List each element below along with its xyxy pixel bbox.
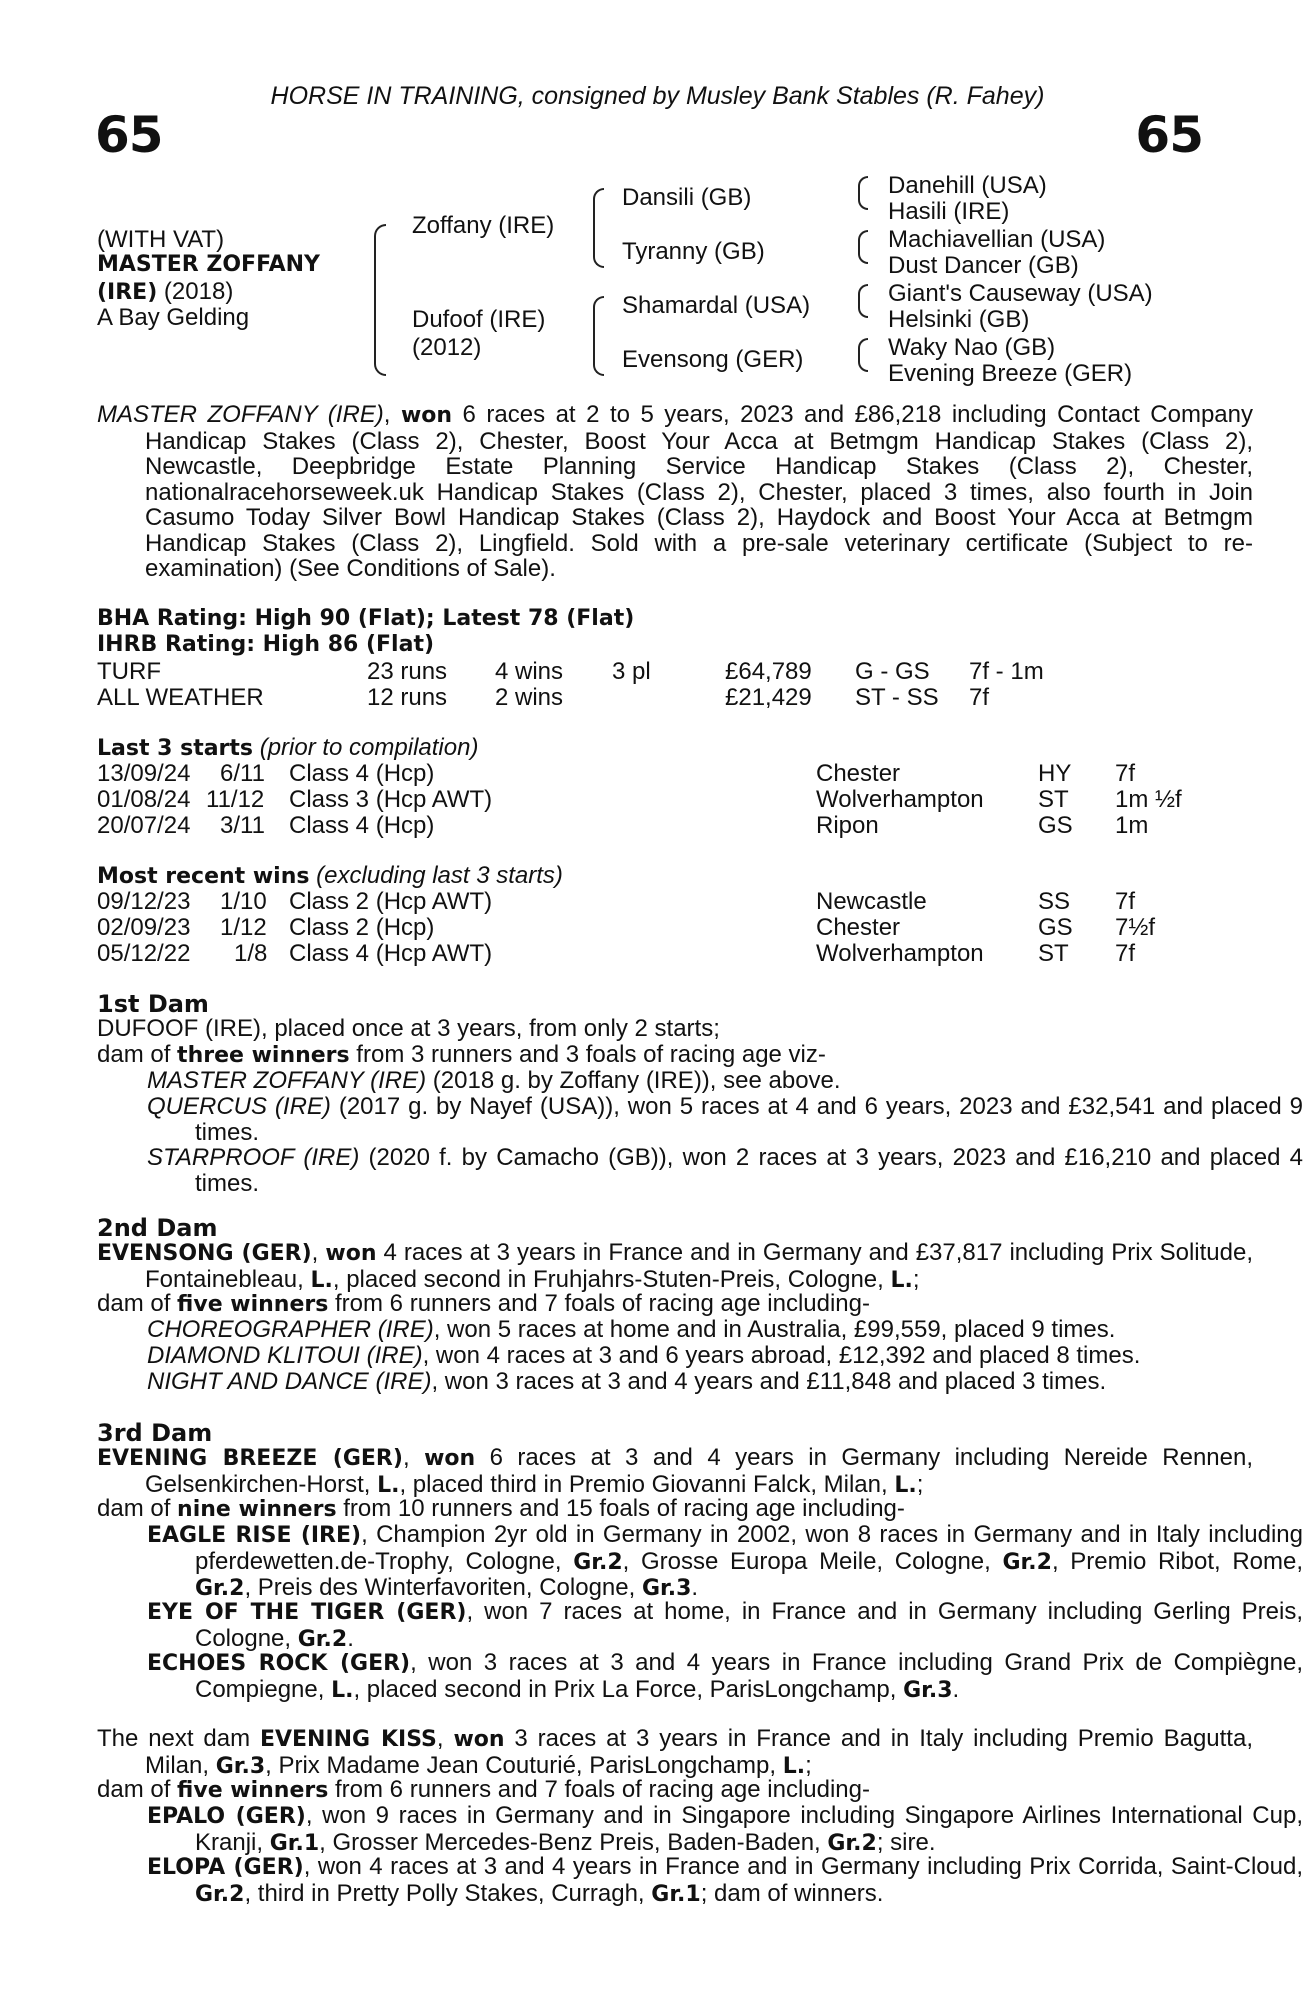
dam1-line2 — [97, 1042, 1205, 1069]
dam2-record — [97, 1240, 1253, 1293]
distance: 1m — [1115, 812, 1149, 839]
recent-wins-heading — [97, 862, 563, 890]
pedigree-g4: Dust Dancer (GB) — [888, 252, 1079, 279]
offspring-name: STARPROOF (IRE) — [147, 1144, 360, 1171]
recent-wins-title: Most recent wins — [97, 864, 310, 889]
listed: L. — [310, 1267, 333, 1293]
group: Gr.2 — [195, 1576, 245, 1601]
group: Gr.3 — [215, 1753, 266, 1779]
text: , — [436, 1725, 454, 1752]
bha-rating: BHA Rating: High 90 (Flat); Latest 78 (Flat) — [97, 606, 635, 631]
dam1-offspring-1 — [97, 1068, 1303, 1094]
text: , placed second in Prix La Force, ParisLongchamp, — [353, 1675, 904, 1703]
distance: 7f - 1m — [969, 658, 1044, 685]
text: ; — [916, 1470, 924, 1498]
horse-name: MASTER ZOFFANY — [97, 252, 320, 277]
race-class: Class 2 (Hcp) — [289, 914, 435, 941]
text: , won 7 races at home, in France and in Germany including Gerling Preis, Cologne, — [195, 1598, 1304, 1652]
next-dam-offspring-2 — [97, 1854, 1303, 1907]
race-class: Class 3 (Hcp AWT) — [289, 786, 493, 813]
going: ST — [1038, 940, 1069, 967]
dam2-offspring-1 — [97, 1317, 1303, 1343]
text: ; sire. — [876, 1828, 936, 1856]
pedigree-bracket-g1 — [858, 176, 868, 210]
position: 6/11 — [220, 760, 265, 787]
offspring-text: (2017 g. by Nayef (USA)), won 5 races at 4 and 6 years, 2023 and £32,541 and placed 9 times. — [195, 1093, 1304, 1146]
group: Gr.2 — [573, 1549, 623, 1575]
pedigree-dam: Dufoof (IRE) — [412, 306, 546, 333]
text: from 6 runners and 7 foals of racing age including- — [328, 1776, 870, 1803]
text: dam of — [97, 1041, 178, 1068]
text: , placed second in Fruhjahrs-Stuten-Preis, Cologne, — [332, 1265, 891, 1293]
runs: 23 runs — [367, 658, 448, 685]
pedigree-g3: Machiavellian (USA) — [888, 226, 1106, 253]
offspring-text: , won 4 races at 3 and 6 years abroad, £12,392 and placed 8 times. — [422, 1342, 1141, 1369]
dam-name: EVENING KISS — [259, 1727, 437, 1752]
date: 13/09/24 — [97, 760, 191, 787]
distance: 1m ½f — [1115, 786, 1182, 813]
going: HY — [1038, 760, 1072, 787]
pedigree-g5: Giant's Causeway (USA) — [888, 280, 1153, 307]
prize: £21,429 — [725, 684, 812, 711]
distance: 7f — [1115, 940, 1136, 967]
text: , Grosser Mercedes-Benz Preis, Baden-Baden, — [319, 1828, 828, 1856]
horse-name-line2 — [97, 279, 233, 306]
wins: 2 wins — [495, 684, 564, 711]
text: , won 9 races in Germany and in Singapore including Singapore Airlines International Cup, Kranji, — [195, 1802, 1303, 1856]
going: ST — [1038, 786, 1069, 813]
text: , Preis des Winterfavoriten, Cologne, — [244, 1574, 642, 1601]
text: ; — [805, 1751, 812, 1779]
pedigree-sire-dam: Tyranny (GB) — [622, 238, 765, 265]
text: from 3 runners and 3 foals of racing age viz- — [349, 1041, 826, 1068]
pedigree-g2: Hasili (IRE) — [888, 198, 1010, 225]
race-class: Class 4 (Hcp AWT) — [289, 940, 493, 967]
dam1-offspring-3 — [97, 1145, 1303, 1196]
distance: 7f — [1115, 888, 1136, 915]
dam2-heading: 2nd Dam — [97, 1214, 218, 1242]
offspring-name: NIGHT AND DANCE (IRE) — [147, 1368, 432, 1395]
course: Wolverhampton — [816, 786, 984, 813]
offspring-name: ELOPA (GER) — [147, 1855, 304, 1880]
last3-title: Last 3 starts — [97, 736, 254, 761]
group: Gr.2 — [297, 1626, 348, 1652]
text: , Premio Ribot, Rome, — [1051, 1547, 1304, 1575]
last3-note: (prior to compilation) — [253, 734, 479, 761]
group: Gr.2 — [195, 1881, 245, 1907]
offspring-name: EAGLE RISE (IRE) — [147, 1523, 362, 1548]
pedigree-sire-sire: Dansili (GB) — [622, 184, 752, 211]
distance: 7f — [1115, 760, 1136, 787]
date: 01/08/24 — [97, 786, 191, 813]
pedigree-bracket-g3 — [858, 284, 868, 318]
text: from 10 runners and 15 foals of racing age including- — [336, 1495, 905, 1522]
distance: 7½f — [1115, 914, 1156, 941]
winners-count: five winners — [177, 1778, 329, 1803]
pedigree-bracket-main — [374, 224, 386, 376]
listed: L. — [377, 1472, 400, 1498]
pedigree-dam-sire: Shamardal (USA) — [622, 292, 811, 319]
text: , won 4 races at 3 and 4 years in France and in Germany including Prix Corrida, Saint-Cloud, — [303, 1853, 1303, 1880]
offspring-text: , won 5 races at home and in Australia, £99,559, placed 9 times. — [433, 1316, 1116, 1343]
position: 1/8 — [234, 940, 268, 967]
next-dam-offspring-1 — [97, 1803, 1303, 1856]
horse-country: (IRE) — [97, 280, 158, 305]
surface: ALL WEATHER — [97, 684, 264, 711]
winners-count: nine winners — [177, 1497, 337, 1522]
going: GS — [1038, 914, 1073, 941]
summary-horse-name: MASTER ZOFFANY (IRE) — [97, 401, 384, 428]
pedigree-g7: Waky Nao (GB) — [888, 334, 1056, 361]
position: 1/12 — [220, 914, 267, 941]
offspring-name: EYE OF THE TIGER (GER) — [147, 1600, 467, 1625]
pedigree-bracket-sire — [593, 188, 604, 268]
position: 1/10 — [220, 888, 267, 915]
pedigree-dam-dam: Evensong (GER) — [622, 346, 804, 373]
text: , won 3 races at 3 and 4 years in France including Grand Prix de Compiègne, Compiegne, — [195, 1649, 1303, 1703]
offspring-name: MASTER ZOFFANY (IRE) — [147, 1067, 427, 1094]
race-class: Class 2 (Hcp AWT) — [289, 888, 493, 915]
course: Chester — [816, 760, 901, 787]
listed: L. — [894, 1472, 917, 1498]
offspring-text: (2020 f. by Camacho (GB)), won 2 races at 3 years, 2023 and £16,210 and placed 4 times. — [195, 1144, 1303, 1197]
offspring-name: DIAMOND KLITOUI (IRE) — [147, 1342, 423, 1369]
date: 02/09/23 — [97, 914, 191, 941]
dam1-offspring-2 — [97, 1094, 1303, 1145]
going: GS — [1038, 812, 1073, 839]
group: Gr.2 — [1002, 1549, 1052, 1575]
group: Gr.1 — [651, 1881, 701, 1907]
group: Gr.2 — [827, 1830, 877, 1856]
text: , Grosse Europa Meile, Cologne, — [622, 1547, 1003, 1575]
dam1-line1: DUFOOF (IRE), placed once at 3 years, from only 2 starts; — [97, 1015, 720, 1042]
dam3-record — [97, 1445, 1253, 1498]
wins: 4 wins — [495, 658, 564, 685]
course: Ripon — [816, 812, 879, 839]
recent-wins-note: (excluding last 3 starts) — [309, 862, 563, 889]
date: 20/07/24 — [97, 812, 191, 839]
dam-name: EVENSONG (GER) — [97, 1241, 312, 1266]
text: , placed third in Premio Giovanni Falck, Milan, — [399, 1470, 895, 1498]
dam3-line2 — [97, 1496, 1205, 1523]
going: SS — [1038, 888, 1071, 915]
text: 6 races at 3 and 4 years in Germany including Nereide Rennen, Gelsenkirchen-Horst, — [145, 1444, 1253, 1498]
summary-won: won — [400, 403, 453, 428]
last3-heading — [97, 734, 478, 762]
text: The next dam — [97, 1725, 260, 1752]
race-class: Class 4 (Hcp) — [289, 760, 435, 787]
listed: L. — [331, 1677, 354, 1703]
text: ; — [912, 1265, 920, 1293]
pedigree-bracket-dam — [593, 296, 604, 376]
text: , Prix Madame Jean Couturié, ParisLongchamp, — [265, 1751, 783, 1779]
consignment-line: HORSE IN TRAINING, consigned by Musley Bank Stables (R. Fahey) — [270, 82, 1045, 110]
dam3-offspring-2 — [97, 1599, 1303, 1652]
runs: 12 runs — [367, 684, 448, 711]
position: 3/11 — [220, 812, 265, 839]
text: from 6 runners and 7 foals of racing age including- — [328, 1290, 870, 1317]
text: dam of — [97, 1776, 178, 1803]
text: , — [311, 1239, 326, 1266]
listed: L. — [890, 1267, 913, 1293]
text: dam of — [97, 1290, 178, 1317]
dam3-heading: 3rd Dam — [97, 1419, 213, 1447]
course: Newcastle — [816, 888, 927, 915]
pedigree-bracket-g4 — [858, 338, 868, 372]
text: . — [952, 1675, 960, 1703]
course: Wolverhampton — [816, 940, 984, 967]
pedigree-g8: Evening Breeze (GER) — [888, 360, 1133, 387]
text: . — [347, 1624, 354, 1652]
group: Gr.1 — [269, 1830, 320, 1856]
pedigree-g6: Helsinki (GB) — [888, 306, 1030, 333]
won: won — [325, 1241, 377, 1266]
prize: £64,789 — [725, 658, 812, 685]
offspring-text: , won 3 races at 3 and 4 years and £11,848 and placed 3 times. — [431, 1368, 1107, 1395]
winners-count: three winners — [177, 1043, 350, 1068]
dam1-heading: 1st Dam — [97, 990, 209, 1018]
dam-name: EVENING BREEZE (GER) — [97, 1446, 403, 1471]
dam2-line2 — [97, 1291, 1205, 1318]
ihrb-rating: IHRB Rating: High 86 (Flat) — [97, 632, 435, 657]
won: won — [453, 1727, 505, 1752]
offspring-name: CHOREOGRAPHER (IRE) — [147, 1316, 434, 1343]
listed: L. — [782, 1753, 806, 1779]
pedigree-sire: Zoffany (IRE) — [412, 212, 555, 239]
pedigree-g1: Danehill (USA) — [888, 172, 1047, 199]
date: 09/12/23 — [97, 888, 191, 915]
text: dam of — [97, 1495, 178, 1522]
text: , Champion 2yr old in Germany in 2002, won 8 races in Germany and in Italy including pferdewetten.de-Trophy, Cologne, — [195, 1521, 1303, 1575]
horse-year: (2018) — [157, 278, 234, 305]
next-dam-record — [97, 1726, 1253, 1779]
text: . — [691, 1574, 699, 1601]
going: G - GS — [855, 658, 930, 685]
vat-note: (WITH VAT) — [97, 226, 225, 253]
placed: 3 pl — [612, 658, 651, 685]
offspring-name: EPALO (GER) — [147, 1804, 306, 1829]
going: ST - SS — [855, 684, 939, 711]
dam2-offspring-2 — [97, 1343, 1303, 1369]
next-dam-line2 — [97, 1777, 1205, 1804]
text: , third in Pretty Polly Stakes, Curragh, — [244, 1879, 652, 1907]
group: Gr.3 — [641, 1576, 692, 1601]
dam3-offspring-3 — [97, 1650, 1303, 1703]
position: 11/12 — [206, 786, 265, 813]
distance: 7f — [969, 684, 990, 711]
offspring-name: QUERCUS (IRE) — [147, 1093, 331, 1120]
dam2-offspring-3 — [97, 1369, 1303, 1395]
pedigree-bracket-g2 — [858, 230, 868, 264]
summary-text: 6 races at 2 to 5 years, 2023 and £86,218 including Contact Company Handicap Stakes (Class 2), Chester, Boost Your Acca at Betmgm Handicap Stakes (Class 2), Newcastle, Deepbridge Estate Planning Service Handicap Stakes (Class 2), Chester, nationalracehorseweek.uk Handicap Stakes (Class 2), Chester, placed 3 times, also fourth in Join Casumo Today Silver Bowl Handicap Stakes (Class 2), Haydock and Boost Your Acca at Betmgm Handicap Stakes (Class 2), Lingfield. Sold with a pre-sale veterinary certificate (Subject to re-examination) (See Conditions of Sale). — [145, 401, 1253, 582]
text: 3 races at 3 years in France and in Italy including Premio Bagutta, Milan, — [145, 1725, 1253, 1779]
text: ; dam of winners. — [700, 1879, 884, 1907]
offspring-name: ECHOES ROCK (GER) — [147, 1651, 411, 1676]
lot-number-left: 65 — [95, 106, 163, 164]
date: 05/12/22 — [97, 940, 191, 967]
surface: TURF — [97, 658, 161, 685]
winners-count: five winners — [177, 1292, 329, 1317]
offspring-text: (2018 g. by Zoffany (IRE)), see above. — [426, 1067, 841, 1094]
group: Gr.3 — [903, 1677, 953, 1703]
lot-number-right: 65 — [1135, 106, 1203, 164]
pedigree-dam-year: (2012) — [412, 334, 482, 361]
course: Chester — [816, 914, 901, 941]
race-summary: MASTER ZOFFANY (IRE), won 6 races at 2 to 5 years, 2023 and £86,218 including Contact Company Handicap Stakes (Class 2), Chester, Boost Your Acca at Betmgm Handicap Stakes (Class 2), Newcastle, Deepbridge Estate Planning Service Handicap Stakes (Class 2), Chester, nationalracehorseweek.uk Handicap Stakes (Class 2), Chester, placed 3 times, also fourth in Join Casumo Today Silver Bowl Handicap Stakes (Class 2), Haydock and Boost Your Acca at Betmgm Handicap Stakes (Class 2), Lingfield. Sold with a pre-sale veterinary certificate (Subject to re-examination) (See Conditions of Sale). — [97, 401, 1253, 582]
horse-description: A Bay Gelding — [97, 304, 250, 331]
text: 4 races at 3 years in France and in Germany and £37,817 including Prix Solitude, Fontainebleau, — [145, 1239, 1253, 1293]
text: , — [402, 1444, 425, 1471]
won: won — [424, 1446, 476, 1471]
race-class: Class 4 (Hcp) — [289, 812, 435, 839]
dam3-offspring-1 — [97, 1522, 1303, 1602]
